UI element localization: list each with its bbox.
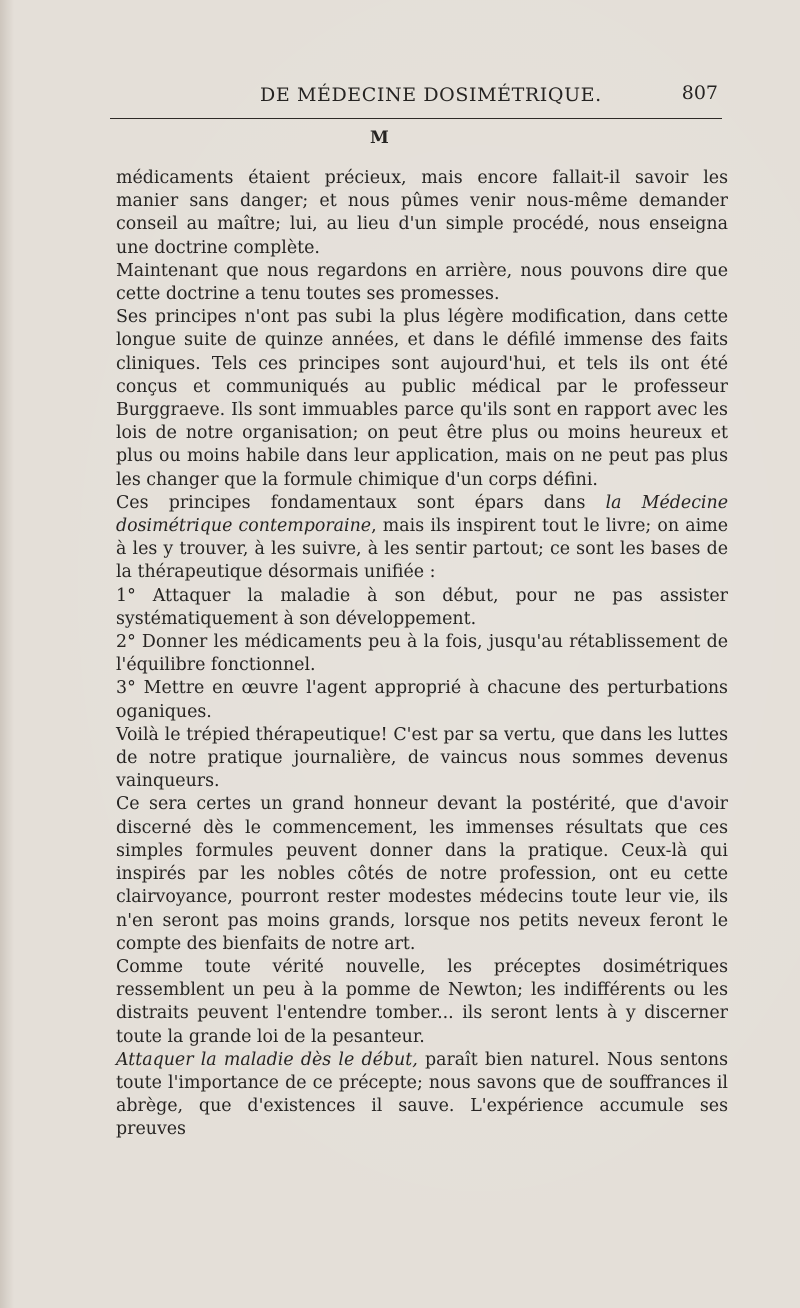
body-text <box>116 167 728 1142</box>
page-gutter-shadow <box>0 0 14 1308</box>
principle-2: 2° Donner les médicaments peu à la fois, jusqu'au rétablissement de l'équilibre fonctionnel. <box>116 632 728 676</box>
paragraph-3: Ses principes n'ont pas subi la plus légère modification, dans cette longue suite de quinze années, et dans le défilé immense des faits cliniques. Tels ces principes sont aujourd'hui, et tels ils ont été conçus et communiqués au public médical par le professeur Burggraeve. Ils sont immuables parce qu'ils sont en rapport avec les lois de notre organisation; on peut être plus ou moins heureux et plus ou moins habile dans leur application, mais on ne peut pas plus les changer que la formule chimique d'un corps défini. <box>116 307 728 490</box>
precept-italic: Attaquer la maladie dès le début, <box>116 1049 418 1070</box>
paragraph-10: Comme toute vérité nouvelle, les préceptes dosimétriques ressemblent un peu à la pomme de Newton; les indifférents ou les distraits peuvent l'entendre tomber... ils seront lents à y discerner toute la grande loi de la pesanteur. <box>116 956 728 1047</box>
running-title: DE MÉDECINE DOSIMÉTRIQUE. <box>260 84 602 106</box>
principle-3: 3° Mettre en œuvre l'agent approprié à chacune des perturbations oganiques. <box>116 678 728 722</box>
running-head <box>110 80 722 120</box>
book-title-italic: la Médecine dosimétrique contemporaine <box>116 492 728 537</box>
principle-1: 1° Attaquer la maladie à son début, pour ne pas assister systématiquement à son développement. <box>116 585 728 629</box>
paragraph-1: médicaments étaient précieux, mais encore fallait-il savoir les manier sans danger; et nous pûmes venir nous-même demander conseil au maître; lui, au lieu d'un simple procédé, nous enseigna une doctrine complète. <box>116 168 728 258</box>
paragraph-11 <box>116 1049 728 1142</box>
paragraph-4 <box>116 492 728 585</box>
paragraph-4-start: Ces principes fondamentaux sont épars dans <box>116 492 606 513</box>
paragraph-4-end: , mais ils inspirent tout le livre; on aime à les y trouver, à les suivre, à les sentir partout; ce sont les bases de la thérapeutique désormais unifiée : <box>116 516 729 583</box>
paragraph-9: Ce sera certes un grand honneur devant la postérité, que d'avoir discerné dès le commencement, les immenses résultats que ces simples formules peuvent donner dans la pratique. Ceux-là qui inspirés par les nobles côtés de notre profession, ont eu cette clairvoyance, pourront rester modestes médecins toute leur vie, ils n'en seront pas moins grands, lorsque nos petits neveux feront le compte des bienfaits de notre art. <box>116 794 728 954</box>
signature-mark: M <box>370 128 390 148</box>
header-rule <box>110 118 722 119</box>
paragraph-8: Voilà le trépied thérapeutique! C'est par sa vertu, que dans les luttes de notre pratique journalière, de vaincus nous sommes devenus vainqueurs. <box>116 724 728 792</box>
paragraph-2: Maintenant que nous regardons en arrière, nous pouvons dire que cette doctrine a tenu toutes ses promesses. <box>116 260 728 305</box>
page-number: 807 <box>681 82 718 104</box>
paragraph-11-end: paraît bien naturel. Nous sentons toute l'importance de ce précepte; nous savons que de souffrances il abrège, que d'existences il sauve. L'expérience accumule ses preuves <box>116 1049 728 1140</box>
